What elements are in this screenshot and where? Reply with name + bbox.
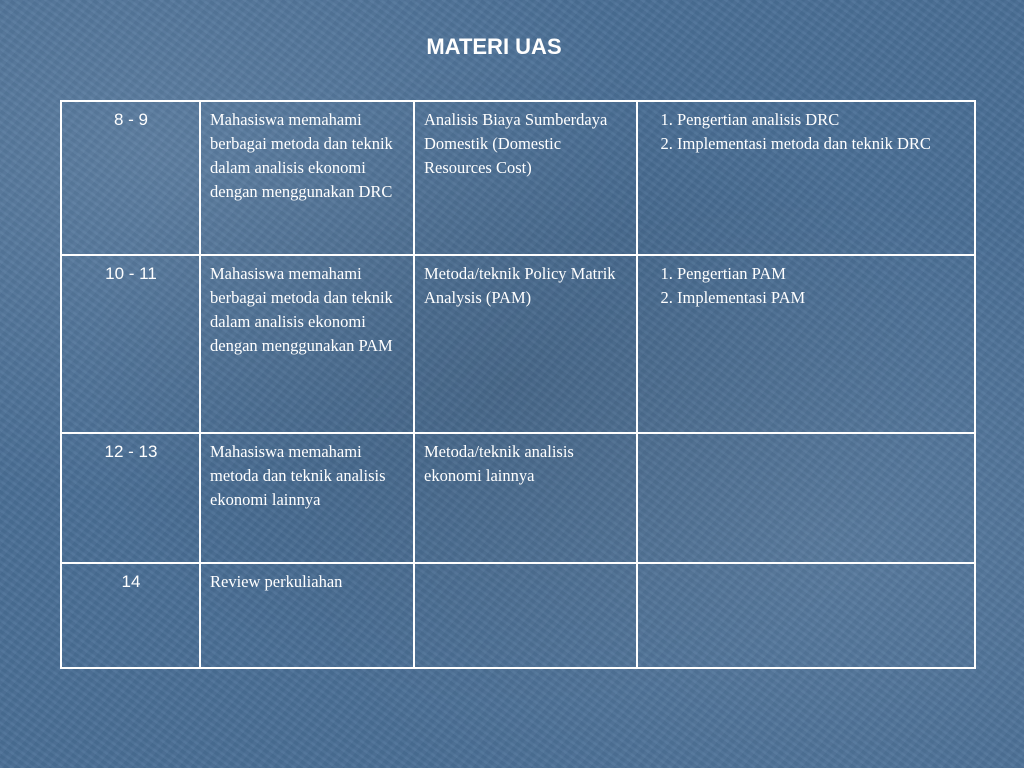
topics-cell <box>637 563 975 668</box>
topic-item: 2. Implementasi PAM <box>677 286 966 310</box>
topics-cell <box>637 433 975 563</box>
meeting-number-cell: 12 - 13 <box>61 433 200 563</box>
meeting-number-cell: 10 - 11 <box>61 255 200 433</box>
table-row <box>61 563 975 668</box>
table-row <box>61 433 975 563</box>
material-cell: Metoda/teknik analisis ekonomi lainnya <box>414 433 637 563</box>
topic-item: 1. Pengertian PAM <box>677 262 966 286</box>
topic-item: 1. Pengertian analisis DRC <box>677 108 966 132</box>
topic-item: 2. Implementasi metoda dan teknik DRC <box>677 132 966 156</box>
learning-objective-cell: Mahasiswa memahami berbagai metoda dan teknik dalam analisis ekonomi dengan menggunakan DRC <box>200 101 414 255</box>
material-cell: Analisis Biaya Sumberdaya Domestik (Domestic Resources Cost) <box>414 101 637 255</box>
course-schedule-table <box>60 100 976 669</box>
table-row <box>61 255 975 433</box>
topics-cell <box>637 255 975 433</box>
learning-objective-cell: Review perkuliahan <box>200 563 414 668</box>
material-cell <box>414 563 637 668</box>
topics-cell <box>637 101 975 255</box>
table-row <box>61 101 975 255</box>
material-cell: Metoda/teknik Policy Matrik Analysis (PAM) <box>414 255 637 433</box>
learning-objective-cell: Mahasiswa memahami berbagai metoda dan teknik dalam analisis ekonomi dengan menggunakan PAM <box>200 255 414 433</box>
meeting-number-cell: 8 - 9 <box>61 101 200 255</box>
slide-title: MATERI UAS <box>426 34 562 59</box>
meeting-number-cell: 14 <box>61 563 200 668</box>
topic-list <box>647 262 966 310</box>
topic-list <box>647 108 966 156</box>
learning-objective-cell: Mahasiswa memahami metoda dan teknik analisis ekonomi lainnya <box>200 433 414 563</box>
